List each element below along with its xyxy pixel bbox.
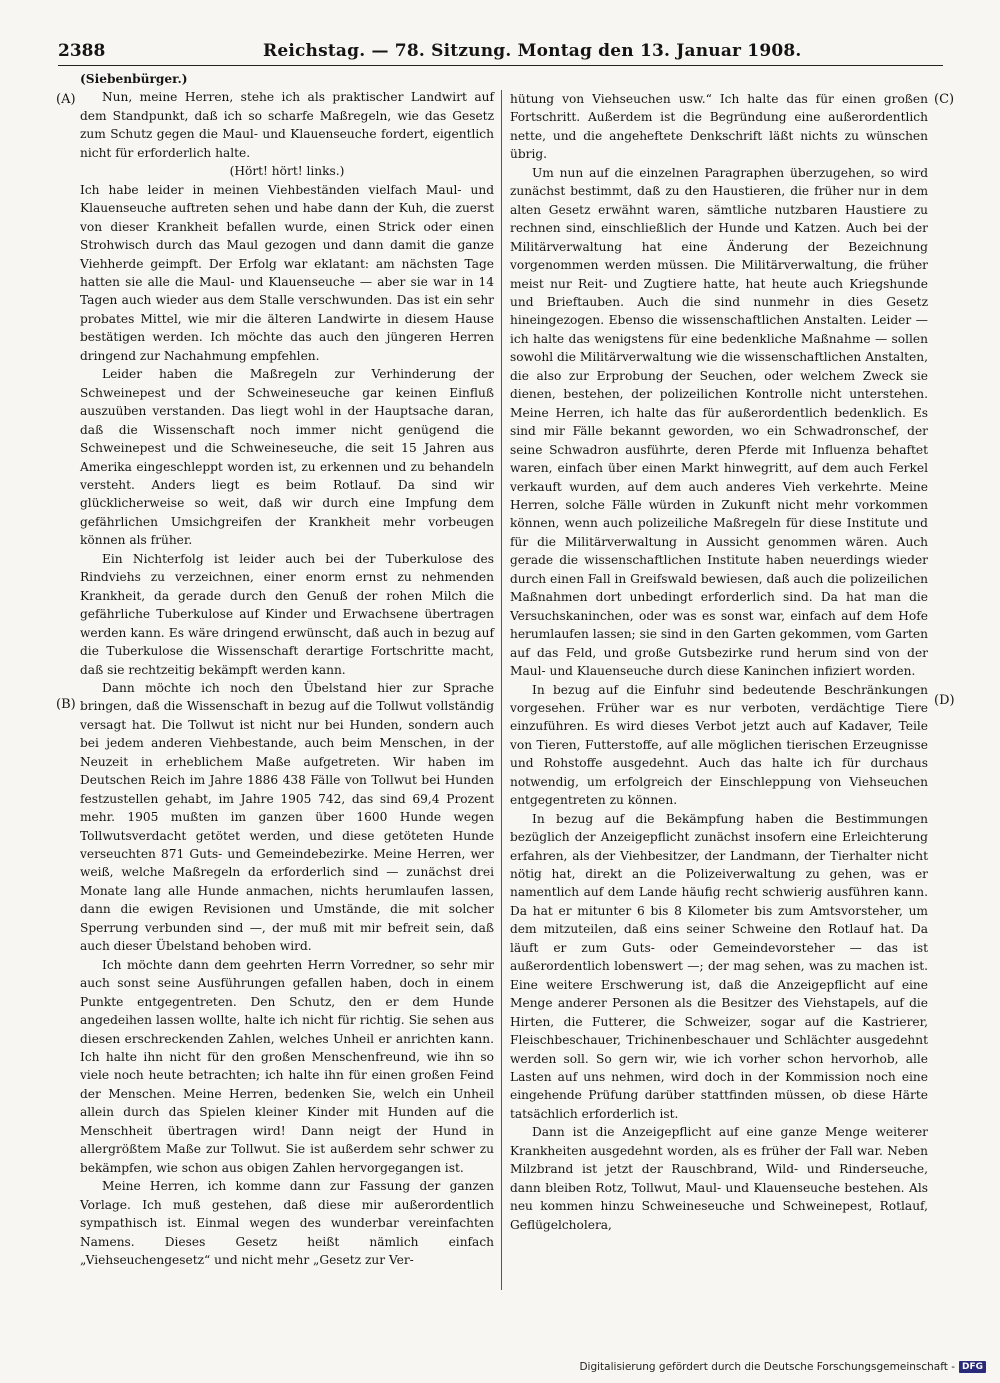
paragraph: Dann ist die Anzeigepflicht auf eine ganze Menge weiterer Krankheiten ausgedehnt worden, als es früher der Fall war. Neben Milzbrand ist jetzt der Rauschbrand, Wild- und Rinderseuche, dann bleiben Rotz, Tollwut, Maul- und Klauenseuche bestehen. Als neu kommen hinzu Schweineseuche und Schweinepest, Rotlauf, Geflügelcholera,	[510, 1125, 928, 1232]
digitization-credit	[579, 1361, 986, 1373]
speaker-label: (Siebenbürger.)	[80, 72, 188, 86]
interjection: (Hört! hört! links.)	[229, 164, 345, 179]
paragraph: In bezug auf die Einfuhr sind bedeutende Beschränkungen vorgesehen. Früher war es nur verboten, verdächtige Tiere einzuführen. Es wird dieses Verbot jetzt auch auf Kadaver, Teile von Tieren, Futterstoffe, auf alle möglichen tierischen Erzeugnisse und Rohstoffe ausgedehnt. Auch das halte ich für durchaus notwendig, um erfolgreich der Einschleppung von Viehseuchen entgegentreten zu können.	[510, 682, 928, 808]
page-number: 2388	[58, 41, 106, 61]
paragraph: Nun, meine Herren, stehe ich als praktischer Landwirt auf dem Standpunkt, daß ich so scharfe Maßregeln, wie das Gesetz zum Schutz gegen die Maul- und Klauenseuche fordert, eigentlich nicht für erforderlich halte.	[80, 90, 494, 160]
margin-marker-b: (B)	[56, 697, 76, 712]
paragraph: Um nun auf die einzelnen Paragraphen überzugehen, so wird zunächst bestimmt, daß zu den Haustieren, die früher nur in dem alten Gesetz erwähnt waren, sämtliche nutzbaren Haustiere zu rechnen sind, einschließlich der Hunde und Katzen. Auch bei der Militärverwaltung hat eine Änderung der Bezeichnung vorgenommen werden müssen. Die Militärverwaltung, die früher meist nur Reit- und Zugtiere hatte, hat heute auch Kriegshunde und Brieftauben. Auch die sind nunmehr in dies Gesetz hineingezogen. Ebenso die wissenschaftlichen Anstalten. Leider — ich halte das wenigstens für eine bedenkliche Maßnahme — sollen sowohl die Militärverwaltung wie die wissenschaftlichen Anstalten, die also zur Erprobung der Seuchen, oder welchem Zweck sie dienen, bestehen, der polizeilichen Kontrolle nicht unterstehen. Meine Herren, ich halte das für außerordentlich bedenklich. Es sind mir Fälle bekannt geworden, wo ein Schwadronschef, der seine Schwadron ausführte, deren Pferde mit Influenza behaftet waren, einfach über einen Markt hinwegritt, auf dem auch Ferkel verkauft wurden, auf dem auch anderes Vieh verkehrte. Meine Herren, solche Fälle würden in Zukunft nicht mehr vorkommen können, wenn auch polizeiliche Maßregeln für diese Institute und für die Militärverwaltung in Aussicht genommen wären. Auch gerade die wissenschaftlichen Institute haben neuerdings wieder durch einen Fall in Greifswald bewiesen, daß auch die polizeilichen Maßnahmen dort unbedingt erforderlich sind. Da hat man die Versuchskaninchen, oder was es sonst war, einfach auf dem Hofe herumlaufen lassen; sie sind in den Garten gekommen, vom Garten auf das Feld, und große Gutsbezirke rund herum sind von der Maul- und Klauenseuche durch diese Kaninchen infiziert worden.	[510, 165, 928, 679]
column-divider	[501, 90, 502, 1290]
dfg-logo-icon: DFG	[959, 1361, 986, 1373]
credit-text: Digitalisierung gefördert durch die Deutsche Forschungsgemeinschaft -	[579, 1361, 955, 1373]
paragraph: Ein Nichterfolg ist leider auch bei der Tuberkulose des Rindviehs zu verzeichnen, einer enorm ernst zu nehmenden Krankheit, da gerade durch den Genuß der rohen Milch die gefährliche Tuberkulose auf Kinder und Erwachsene übertragen werden kann. Es wäre dringend erwünscht, daß auch in bezug auf die Tuberkulose die Wissenschaft derartige Fortschritte macht, daß sie rechtzeitig bekämpft werden kann.	[80, 551, 494, 677]
paragraph: Leider haben die Maßregeln zur Verhinderung der Schweinepest und der Schweineseuche gar keinen Einfluß auszuüben verstanden. Das liegt wohl in der Hauptsache daran, daß die Wissenschaft noch immer nicht genügend die Schweinepest und die Schweineseuche, die seit 15 Jahren aus Amerika eingeschleppt worden ist, zu erkennen und zu behandeln versteht. Anders liegt es beim Rotlauf. Da sind wir glücklicherweise so weit, daß wir durch eine Impfung dem gefährlichen Umsichgreifen der Krankheit mehr vorbeugen können als früher.	[80, 367, 494, 548]
right-column	[510, 90, 928, 1234]
margin-marker-c: (C)	[934, 92, 955, 107]
paragraph: Meine Herren, ich komme dann zur Fassung der ganzen Vorlage. Ich muß gestehen, daß diese mir außerordentlich sympathisch ist. Einmal wegen des wunderbar vereinfachten Namens. Dieses Gesetz heißt nämlich einfach „Viehseuchengesetz“ und nicht mehr „Gesetz zur Ver-	[80, 1179, 494, 1267]
paragraph: Dann möchte ich noch den Übelstand hier zur Sprache bringen, daß die Wissenschaft in bezug auf die Tollwut vollständig versagt hat. Die Tollwut ist nicht nur bei Hunden, sondern auch bei jedem anderen Viehbestande, auch beim Menschen, in der Neuzeit in erheblichem Maße aufgetreten. Wir haben im Deutschen Reich im Jahre 1886 438 Fälle von Tollwut bei Hunden festzustellen gehabt, im Jahre 1905 742, das sind 69,4 Prozent mehr. 1905 mußten im ganzen über 1600 Hunde wegen Tollwutsverdacht getötet werden, und diese getöteten Hunde verseuchten 871 Guts- und Gemeindebezirke. Meine Herren, wer weiß, welche Maßregeln da erforderlich sind — zunächst drei Monate lang alle Hunde anmachen, nichts herumlaufen lassen, dann die ewigen Revisionen und Umstände, die mit solcher Sperrung verbunden sind —, der muß mit mir befreit sein, daß auch dieser Übelstand behoben wird.	[80, 680, 494, 954]
margin-marker-a: (A)	[56, 92, 76, 107]
margin-marker-d: (D)	[934, 693, 955, 708]
paragraph: hütung von Viehseuchen usw.“ Ich halte das für einen großen Fortschritt. Außerdem ist die Begründung eine außerordentlich nette, und die angeheftete Denkschrift läßt nichts zu wünschen übrig.	[510, 92, 928, 162]
page-header	[58, 41, 943, 66]
paragraph: Ich möchte dann dem geehrten Herrn Vorredner, so sehr mir auch sonst seine Ausführungen gefallen haben, doch in einem Punkte entgegentreten. Den Schutz, den er dem Hunde angedeihen lassen wollte, halte ich nicht für richtig. Sie sehen aus diesen erschreckenden Zahlen, welches Unheil er anrichten kann. Ich halte ihn nicht für den großen Menschenfreund, wie ihn so viele noch heute betrachten; ich halte ihn für einen großen Feind der Menschen. Meine Herren, bedenken Sie, welch ein Unheil allein durch das Spielen kleiner Kinder mit Hunden auf die Menschheit übertragen wird! Dann neigt der Hund in allergrößtem Maße zur Tollwut. Sie ist außerdem sehr schwer zu bekämpfen, wie schon aus obigen Zahlen hervorgegangen ist.	[80, 957, 494, 1175]
running-head: Reichstag. — 78. Sitzung. Montag den 13. Januar 1908.	[263, 41, 802, 61]
left-column	[80, 70, 494, 1269]
paragraph: In bezug auf die Bekämpfung haben die Bestimmungen bezüglich der Anzeigepflicht zunächst insofern eine Erleichterung erfahren, als der Viehbesitzer, der Landmann, der Tierhalter nicht nötig hat, direkt an die Polizeiverwaltung zu gehen, was er namentlich auf dem Lande häufig recht schwierig ausführen kann. Da hat er mitunter 6 bis 8 Kilometer bis zum Amtsvorsteher, um dem mitzuteilen, daß eins seiner Schweine den Rotlauf hat. Da läuft er zum Guts- oder Gemeindevorsteher — das ist außerordentlich lobenswert —; der mag sehen, was zu machen ist. Eine weitere Erschwerung ist, daß die Anzeigepflicht auf eine Menge anderer Personen als die Besitzer des Viehstapels, auf die Hirten, die Futterer, die Schweizer, sogar auf die Kastrierer, Fleischbeschauer, Trichinenbeschauer und Schlächter ausgedehnt werden soll. So gern wir, wie ich vorher schon hervorhob, alle Lasten auf uns nehmen, wird doch in der Kommission noch eine eingehende Prüfung darüber stattfinden müssen, ob diese Härte tatsächlich erforderlich ist.	[510, 811, 928, 1121]
paragraph: Ich habe leider in meinen Viehbeständen vielfach Maul- und Klauenseuche auftreten sehen und habe dann der Kuh, die zuerst von dieser Krankheit befallen wurde, einen Strick oder einen Strohwisch durch das Maul gezogen und dann damit die ganze Viehherde geimpft. Der Erfolg war eklatant: am nächsten Tage hatten sie alle die Maul- und Klauenseuche — aber sie war in 14 Tagen auch wieder aus dem Stalle verschwunden. Das ist ein sehr probates Mittel, wie mir die älteren Landwirte in diesem Hause bestätigen werden. Ich möchte das auch den jüngeren Herren dringend zur Nachahmung empfehlen.	[80, 182, 494, 363]
